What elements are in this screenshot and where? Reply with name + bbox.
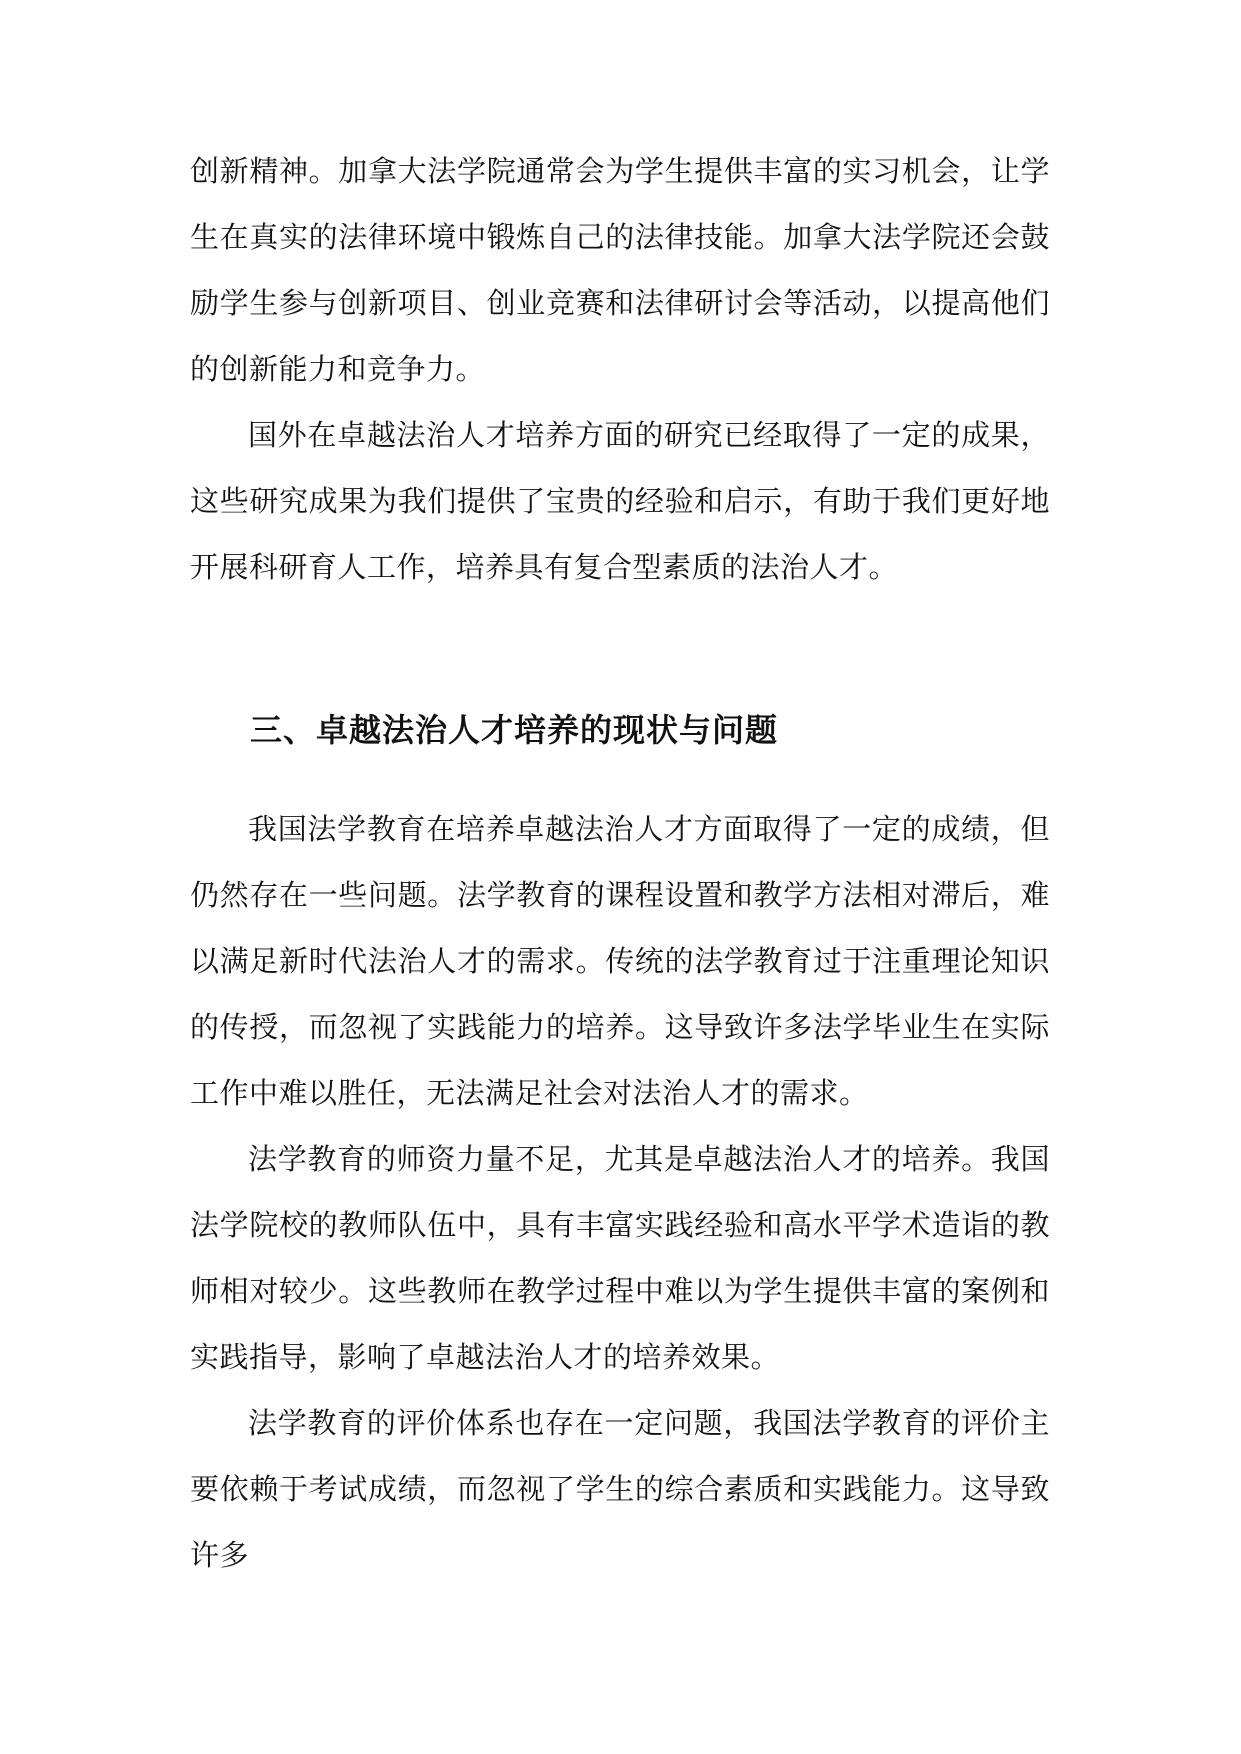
- section-heading: 三、卓越法治人才培养的现状与问题: [250, 711, 779, 749]
- paragraph: 法学教育的评价体系也存在一定问题，我国法学教育的评价主要依赖于考试成绩，而忽视了学生的综合素质和实践能力。这导致许多: [190, 1406, 1050, 1572]
- paragraph: 我国法学教育在培养卓越法治人才方面取得了一定的成绩，但仍然存在一些问题。法学教育的课程设置和教学方法相对滞后，难以满足新时代法治人才的需求。传统的法学教育过于注重理论知识的传授，而忽视了实践能力的培养。这导致许多法学毕业生在实际工作中难以胜任，无法满足社会对法治人才的需求。: [190, 812, 1050, 1110]
- body-text-top: [190, 138, 1050, 600]
- body-text-bottom: [190, 796, 1050, 1588]
- paragraph-continuation: 创新精神。加拿大法学院通常会为学生提供丰富的实习机会，让学生在真实的法律环境中锻炼自己的法律技能。加拿大法学院还会鼓励学生参与创新项目、创业竞赛和法律研讨会等活动，以提高他们的创新能力和竞争力。: [190, 154, 1050, 386]
- paragraph: 法学教育的师资力量不足，尤其是卓越法治人才的培养。我国法学院校的教师队伍中，具有丰富实践经验和高水平学术造诣的教师相对较少。这些教师在教学过程中难以为学生提供丰富的案例和实践指导，影响了卓越法治人才的培养效果。: [190, 1142, 1050, 1374]
- paragraph: 国外在卓越法治人才培养方面的研究已经取得了一定的成果，这些研究成果为我们提供了宝贵的经验和启示，有助于我们更好地开展科研育人工作，培养具有复合型素质的法治人才。: [190, 418, 1050, 584]
